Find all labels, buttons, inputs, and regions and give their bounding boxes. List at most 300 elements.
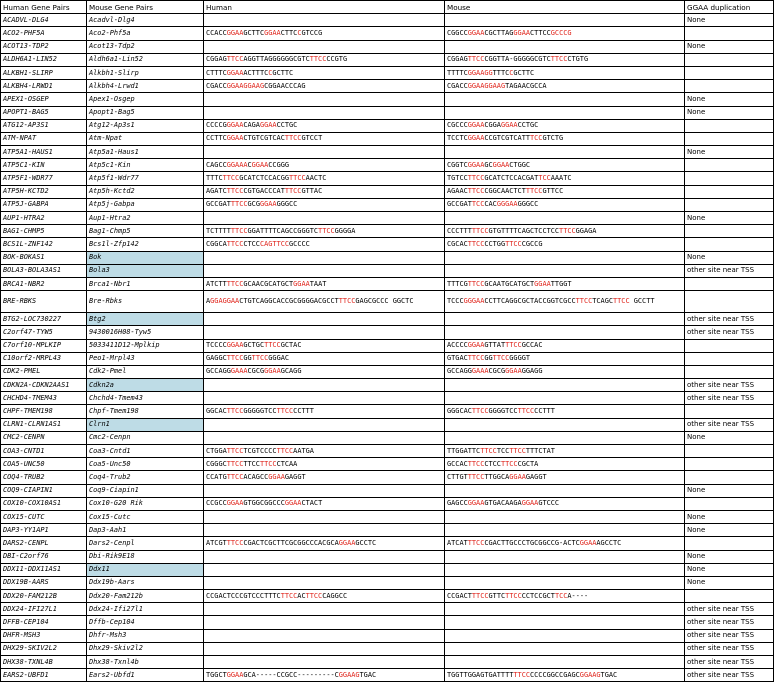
table-row bbox=[1, 629, 774, 642]
human-sequence-cell bbox=[204, 93, 445, 106]
human-gene-pair-cell: DDX19B-AARS bbox=[1, 576, 87, 589]
motif-highlight: GGAA bbox=[467, 121, 485, 130]
mouse-sequence-cell bbox=[445, 212, 685, 225]
mouse-gene-pair-cell: Aldh6a1-Lin52 bbox=[87, 53, 204, 66]
human-sequence-cell: GGCACTTCCGGGGGTCCTTCCCCTTT bbox=[204, 405, 445, 418]
mouse-sequence-cell bbox=[445, 146, 685, 159]
motif-highlight: GGAA bbox=[226, 134, 244, 143]
human-gene-pair-cell: BAG1-CHMP5 bbox=[1, 225, 87, 238]
mouse-sequence-cell: GCCGATTCCCACGGGAAGGGCC bbox=[445, 198, 685, 211]
mouse-sequence-cell bbox=[445, 510, 685, 523]
motif-highlight: GGAA bbox=[513, 28, 531, 37]
mouse-sequence-cell bbox=[445, 431, 685, 444]
motif-highlight: TTCC bbox=[467, 187, 485, 196]
mouse-gene-pair-cell: Ddx19b-Aars bbox=[87, 576, 204, 589]
human-gene-pair-cell: BOK-BOKAS1 bbox=[1, 251, 87, 264]
mouse-sequence-cell: GCCACTTCCCTCCTTCCCGCTA bbox=[445, 458, 685, 471]
human-gene-pair-cell: DFFB-CEP104 bbox=[1, 616, 87, 629]
human-gene-pair-cell: CHPF-TMEM198 bbox=[1, 405, 87, 418]
mouse-sequence-cell: ATCATTTCCCGACTTGCCCTGCGGCCG-ACTCGGAAAGCCTC bbox=[445, 537, 685, 550]
mouse-sequence-cell: CGCACTTCCCCTGGTTCCCGCCG bbox=[445, 238, 685, 251]
human-sequence-cell: GAGGCTTCCGGTTCCGGGAC bbox=[204, 352, 445, 365]
motif-highlight: TTCC bbox=[467, 55, 485, 64]
table-row bbox=[1, 326, 774, 339]
human-gene-pair-cell: APEX1-OSGEP bbox=[1, 93, 87, 106]
motif-highlight: TTCC bbox=[467, 239, 485, 248]
mouse-gene-pair-cell: Bag1-Chmp5 bbox=[87, 225, 204, 238]
mouse-sequence-cell: CGGAGTTCCCGGTTA-GGGGGCGTCTTCCCTGTG bbox=[445, 53, 685, 66]
ggaa-duplication-cell bbox=[685, 405, 774, 418]
table-row bbox=[1, 93, 774, 106]
mouse-sequence-cell bbox=[445, 418, 685, 431]
mouse-gene-pair-cell: 5033411D12-Mplkip bbox=[87, 339, 204, 352]
motif-highlight: GGAA bbox=[467, 341, 485, 350]
mouse-sequence-cell: AGAACTTCCCGGCAACTCTTTCCGTTCC bbox=[445, 185, 685, 198]
mouse-sequence-cell bbox=[445, 106, 685, 119]
motif-highlight: GGAA bbox=[226, 121, 244, 130]
mouse-gene-pair-cell: Atp5c1-Kin bbox=[87, 159, 204, 172]
human-sequence-cell bbox=[204, 656, 445, 669]
motif-highlight: TTCC bbox=[222, 174, 240, 183]
motif-highlight: GGAA bbox=[226, 28, 244, 37]
ggaa-duplication-cell bbox=[685, 185, 774, 198]
motif-highlight: GGGAA bbox=[496, 200, 518, 209]
human-gene-pair-cell: BRE-RBKS bbox=[1, 291, 87, 313]
table-row bbox=[1, 405, 774, 418]
mouse-sequence-cell: CCCTTTTTCCGTGTTTTCAGCTCCTCCTTCCGGAGA bbox=[445, 225, 685, 238]
motif-highlight: TCC bbox=[538, 174, 551, 183]
mouse-gene-pair-cell: Coq4-Trub2 bbox=[87, 471, 204, 484]
human-sequence-cell bbox=[204, 326, 445, 339]
ggaa-duplication-cell bbox=[685, 238, 774, 251]
mouse-sequence-cell bbox=[445, 392, 685, 405]
motif-highlight: TTCC bbox=[226, 538, 244, 547]
table-row bbox=[1, 431, 774, 444]
ggaa-duplication-cell bbox=[685, 458, 774, 471]
mouse-gene-pair-cell: Atp5a1-Haus1 bbox=[87, 146, 204, 159]
human-sequence-cell bbox=[204, 616, 445, 629]
table-row bbox=[1, 510, 774, 523]
motif-highlight: TTCC bbox=[284, 187, 302, 196]
motif-highlight: TTCC bbox=[305, 591, 323, 600]
motif-highlight: TTCC bbox=[226, 55, 244, 64]
mouse-sequence-cell: TGTCCTTCCGCATCTCCACGATTCCAAATC bbox=[445, 172, 685, 185]
human-sequence-cell bbox=[204, 251, 445, 264]
table-row bbox=[1, 225, 774, 238]
header-mouse-gene-pairs: Mouse Gene Pairs bbox=[87, 1, 204, 14]
table-row bbox=[1, 238, 774, 251]
table-row bbox=[1, 445, 774, 458]
mouse-sequence-cell bbox=[445, 563, 685, 576]
mouse-gene-pair-cell: Coa3-Cntd1 bbox=[87, 445, 204, 458]
mouse-sequence-cell bbox=[445, 93, 685, 106]
mouse-sequence-cell: GGGCACTTCCGGGGTCCTTCCCCTTT bbox=[445, 405, 685, 418]
motif-highlight: TTCC bbox=[467, 354, 485, 363]
mouse-sequence-cell: TCCCGGGAACCTTCAGGCGCTACCGGTCGCCTTCCTCAGCTTCC GCCTT bbox=[445, 291, 685, 313]
human-sequence-cell: CCATGTTCCACAGCCGGAAGAGGT bbox=[204, 471, 445, 484]
ggaa-duplication-cell bbox=[685, 445, 774, 458]
human-gene-pair-cell: C7orf10-MPLKIP bbox=[1, 339, 87, 352]
mouse-gene-pair-cell: Ears2-Ubfd1 bbox=[87, 669, 204, 682]
human-gene-pair-cell: ACO2-PHF5A bbox=[1, 27, 87, 40]
mouse-gene-pair-cell: Ddx20-Fam212b bbox=[87, 590, 204, 603]
human-gene-pair-cell: DHX29-SKIV2L2 bbox=[1, 642, 87, 655]
motif-highlight: TTCC bbox=[280, 591, 298, 600]
motif-highlight: GGAAG bbox=[338, 670, 360, 679]
mouse-gene-pair-cell: Ddx24-Ifi27l1 bbox=[87, 603, 204, 616]
human-gene-pair-cell: COQ9-CIAPIN1 bbox=[1, 484, 87, 497]
mouse-sequence-cell: CGGCCGGAACGCTTAGGGAACTTCCGCCCG bbox=[445, 27, 685, 40]
human-sequence-cell: CGACCGGAAGGAAGCGGAACCCAG bbox=[204, 80, 445, 93]
ggaa-duplication-cell bbox=[685, 365, 774, 378]
mouse-gene-pair-cell: Dhfr-Msh3 bbox=[87, 629, 204, 642]
mouse-sequence-cell: GAGCCGGAAGTGACAAGAGGAAGTCCC bbox=[445, 497, 685, 510]
motif-highlight: GGAA bbox=[338, 538, 356, 547]
motif-highlight: TCC bbox=[530, 134, 543, 143]
motif-highlight: TTCC bbox=[289, 174, 306, 183]
human-gene-pair-cell: BRCA1-NBR2 bbox=[1, 277, 87, 290]
mouse-sequence-cell: CGCCCGGAACGGAGGAACCTGC bbox=[445, 119, 685, 132]
ggaa-duplication-cell: other site near TSS bbox=[685, 629, 774, 642]
motif-highlight: TTCC bbox=[525, 187, 543, 196]
human-sequence-cell bbox=[204, 14, 445, 27]
table-row bbox=[1, 497, 774, 510]
ggaa-duplication-cell bbox=[685, 66, 774, 79]
mouse-sequence-cell bbox=[445, 629, 685, 642]
ggaa-duplication-cell: None bbox=[685, 40, 774, 53]
mouse-sequence-cell bbox=[445, 264, 685, 277]
motif-highlight: TTCC bbox=[226, 354, 244, 363]
ggaa-duplication-cell bbox=[685, 590, 774, 603]
table-row bbox=[1, 14, 774, 27]
mouse-sequence-cell: CTTGTTTCCTTGGCAGGAAGAGGT bbox=[445, 471, 685, 484]
motif-highlight: GGAA bbox=[467, 134, 485, 143]
motif-highlight: GGAA bbox=[534, 279, 551, 288]
motif-highlight: GCCCG bbox=[550, 28, 572, 37]
motif-highlight: TTCC bbox=[471, 591, 489, 600]
motif-highlight: TTCC bbox=[500, 459, 518, 468]
mouse-gene-pair-cell: Cmc2-Cenpn bbox=[87, 431, 204, 444]
table-row bbox=[1, 106, 774, 119]
human-sequence-cell bbox=[204, 431, 445, 444]
ggaa-duplication-cell bbox=[685, 132, 774, 145]
motif-highlight: GGAAGG bbox=[467, 68, 493, 77]
motif-highlight: TTCC bbox=[613, 296, 630, 305]
motif-highlight: TTCC bbox=[338, 296, 356, 305]
motif-highlight: GGAA bbox=[521, 499, 539, 508]
human-sequence-cell bbox=[204, 418, 445, 431]
motif-highlight: TTCC bbox=[550, 55, 568, 64]
table-row bbox=[1, 339, 774, 352]
ggaa-duplication-cell: other site near TSS bbox=[685, 669, 774, 682]
ggaa-duplication-cell bbox=[685, 225, 774, 238]
mouse-sequence-cell: GCCAGGGAAACGCGGGAAGGAGG bbox=[445, 365, 685, 378]
ggaa-duplication-cell: None bbox=[685, 484, 774, 497]
human-gene-pair-cell: COQ4-TRUB2 bbox=[1, 471, 87, 484]
human-sequence-cell: CCGCCGGAAGTGGCGGCCCGGAACTACT bbox=[204, 497, 445, 510]
human-gene-pair-cell: ALKBH1-SLIRP bbox=[1, 66, 87, 79]
mouse-sequence-cell bbox=[445, 550, 685, 563]
mouse-gene-pair-cell: Bre-Rbks bbox=[87, 291, 204, 313]
ggaa-duplication-cell: None bbox=[685, 251, 774, 264]
mouse-gene-pair-cell: Dhx38-Txnl4b bbox=[87, 656, 204, 669]
table-row bbox=[1, 550, 774, 563]
mouse-gene-pair-cell: Apopt1-Bag5 bbox=[87, 106, 204, 119]
table-row bbox=[1, 313, 774, 326]
ggaa-duplication-cell bbox=[685, 80, 774, 93]
table-row bbox=[1, 172, 774, 185]
motif-highlight: GAAA bbox=[471, 367, 489, 376]
motif-highlight: TTCC bbox=[309, 55, 327, 64]
human-sequence-cell: GCCAGGGAAACGCGGGAAGCAGG bbox=[204, 365, 445, 378]
motif-highlight: GGAAA bbox=[226, 160, 248, 169]
ggaa-duplication-cell bbox=[685, 27, 774, 40]
mouse-sequence-cell: GTGACTTCCGGTTCCGGGGT bbox=[445, 352, 685, 365]
human-gene-pair-cell: ALDH6A1-LIN52 bbox=[1, 53, 87, 66]
ggaa-duplication-cell: other site near TSS bbox=[685, 264, 774, 277]
mouse-gene-pair-cell: Btg2 bbox=[87, 313, 204, 326]
table-row bbox=[1, 458, 774, 471]
motif-highlight: C bbox=[509, 68, 514, 77]
human-gene-pair-cell: BCS1L-ZNF142 bbox=[1, 238, 87, 251]
mouse-gene-pair-cell: Alkbh4-Lrwd1 bbox=[87, 80, 204, 93]
mouse-sequence-cell: TGGTTGGAGTGATTTTTTCCCCCCGGCCGAGCGGAAGTGAC bbox=[445, 669, 685, 682]
ggaa-duplication-cell: None bbox=[685, 146, 774, 159]
motif-highlight: TTCC bbox=[480, 446, 497, 455]
mouse-sequence-cell bbox=[445, 616, 685, 629]
human-gene-pair-cell: DHX38-TXNL4B bbox=[1, 656, 87, 669]
ggaa-duplication-cell: other site near TSS bbox=[685, 616, 774, 629]
human-sequence-cell: AGATCTTCCCGTGACCCATTTCCGTTAC bbox=[204, 185, 445, 198]
ggaa-duplication-cell: None bbox=[685, 510, 774, 523]
motif-highlight: TCC bbox=[554, 591, 568, 600]
table-row bbox=[1, 40, 774, 53]
table-row bbox=[1, 27, 774, 40]
motif-highlight: GGAA bbox=[467, 28, 485, 37]
human-gene-pair-cell: ATP5J-GABPA bbox=[1, 198, 87, 211]
human-sequence-cell: AGGAGGAACTGTCAGGCACCGCGGGGACGCCTTTCCGAGCGCCC GGCTC bbox=[204, 291, 445, 313]
table-row bbox=[1, 669, 774, 682]
mouse-sequence-cell bbox=[445, 484, 685, 497]
mouse-gene-pair-cell: Acot13-Tdp2 bbox=[87, 40, 204, 53]
ggaa-duplication-cell bbox=[685, 471, 774, 484]
mouse-gene-pair-cell: Chchd4-Tmem43 bbox=[87, 392, 204, 405]
mouse-gene-pair-cell: Bola3 bbox=[87, 264, 204, 277]
motif-highlight: GGAA bbox=[492, 160, 510, 169]
human-sequence-cell bbox=[204, 40, 445, 53]
mouse-gene-pair-cell: Dars2-Cenpl bbox=[87, 537, 204, 550]
motif-highlight: TTCC bbox=[505, 341, 522, 350]
human-sequence-cell: TCTTTTTTCCGGATTTTCAGCCGGGTCTTCCGGGGA bbox=[204, 225, 445, 238]
human-sequence-cell bbox=[204, 264, 445, 277]
mouse-gene-pair-cell: Ddx11 bbox=[87, 563, 204, 576]
human-sequence-cell: GCCGATTTCCGCGGGAAGGGCC bbox=[204, 198, 445, 211]
human-gene-pair-cell: ATP5A1-HAUS1 bbox=[1, 146, 87, 159]
mouse-gene-pair-cell: Chpf-Tmem198 bbox=[87, 405, 204, 418]
ggaa-duplication-cell bbox=[685, 277, 774, 290]
mouse-gene-pair-cell: Cdkn2a bbox=[87, 379, 204, 392]
human-gene-pair-cell: ACOT13-TDP2 bbox=[1, 40, 87, 53]
motif-highlight: CAGTTCC bbox=[259, 239, 290, 248]
human-gene-pair-cell: CLRN1-CLRN1AS1 bbox=[1, 418, 87, 431]
motif-highlight: GGAAGGAAG bbox=[467, 81, 506, 90]
motif-highlight: GGAA bbox=[251, 160, 269, 169]
ggaa-duplication-cell bbox=[685, 537, 774, 550]
table-row bbox=[1, 616, 774, 629]
mouse-gene-pair-cell: Aup1-Htra2 bbox=[87, 212, 204, 225]
motif-highlight: TTCC bbox=[559, 226, 576, 235]
human-gene-pair-cell: C2orf47-TYW5 bbox=[1, 326, 87, 339]
mouse-sequence-cell: TCCTCGGAACCGTCGTCATTTCCGTCTG bbox=[445, 132, 685, 145]
motif-highlight: GGAA bbox=[264, 28, 281, 37]
human-sequence-cell bbox=[204, 550, 445, 563]
human-sequence-cell bbox=[204, 106, 445, 119]
ggaa-duplication-cell: None bbox=[685, 14, 774, 27]
table-row bbox=[1, 352, 774, 365]
table-row bbox=[1, 251, 774, 264]
table-row bbox=[1, 642, 774, 655]
mouse-gene-pair-cell: Atg12-Ap3s1 bbox=[87, 119, 204, 132]
motif-highlight: TTCC bbox=[509, 446, 526, 455]
human-gene-pair-cell: APOPT1-BAG5 bbox=[1, 106, 87, 119]
ggaa-duplication-cell: other site near TSS bbox=[685, 326, 774, 339]
human-gene-pair-cell: COA3-CNTD1 bbox=[1, 445, 87, 458]
mouse-sequence-cell: CGGTCGGAAGCGGAACTGGC bbox=[445, 159, 685, 172]
table-row bbox=[1, 537, 774, 550]
motif-highlight: TTCC bbox=[251, 354, 269, 363]
ggaa-duplication-cell: None bbox=[685, 431, 774, 444]
human-sequence-cell: TTTCTTCCGCATCTCCACGGTTCCAACTC bbox=[204, 172, 445, 185]
human-sequence-cell bbox=[204, 379, 445, 392]
motif-highlight: GGAAGGAAG bbox=[226, 81, 265, 90]
mouse-sequence-cell: CGACCGGAAGGAAGTAGAACGCCA bbox=[445, 80, 685, 93]
motif-highlight: GGAA bbox=[467, 499, 485, 508]
human-sequence-cell bbox=[204, 212, 445, 225]
human-sequence-cell bbox=[204, 576, 445, 589]
human-sequence-cell bbox=[204, 392, 445, 405]
motif-highlight: TTCC bbox=[467, 174, 485, 183]
ggaa-duplication-cell: None bbox=[685, 93, 774, 106]
motif-highlight: GGAA bbox=[226, 341, 244, 350]
motif-highlight: GGAA bbox=[268, 472, 285, 481]
table-row bbox=[1, 132, 774, 145]
ggaa-duplication-cell bbox=[685, 172, 774, 185]
mouse-sequence-cell bbox=[445, 379, 685, 392]
ggaa-duplication-cell: None bbox=[685, 563, 774, 576]
table-row bbox=[1, 119, 774, 132]
ggaa-duplication-cell: other site near TSS bbox=[685, 379, 774, 392]
human-gene-pair-cell: CMC2-CENPN bbox=[1, 431, 87, 444]
motif-highlight: TTCC bbox=[226, 279, 244, 288]
human-sequence-cell: CCGACTCCCGTCCCTTTCTTCCACTTCCCAGGCC bbox=[204, 590, 445, 603]
human-gene-pair-cell: CDKN2A-CDKN2AAS1 bbox=[1, 379, 87, 392]
human-sequence-cell bbox=[204, 146, 445, 159]
human-gene-pair-cell: BOLA3-BOLA3AS1 bbox=[1, 264, 87, 277]
motif-highlight: TTCC bbox=[505, 591, 522, 600]
human-sequence-cell: CGGGCTTCCTTCCTTCCCTCAA bbox=[204, 458, 445, 471]
table-row bbox=[1, 471, 774, 484]
motif-highlight: TTCC bbox=[226, 239, 244, 248]
mouse-sequence-cell: TTTCGTTCCGCAATGCATGCTGGAATTGGT bbox=[445, 277, 685, 290]
human-gene-pair-cell: CDK2-PMEL bbox=[1, 365, 87, 378]
mouse-gene-pair-cell: Dap3-Aah1 bbox=[87, 524, 204, 537]
motif-highlight: TTCC bbox=[259, 459, 277, 468]
mouse-gene-pair-cell: Dbi-Rik9E18 bbox=[87, 550, 204, 563]
mouse-gene-pair-cell: Alkbh1-Slirp bbox=[87, 66, 204, 79]
motif-highlight: GGAA bbox=[226, 68, 244, 77]
human-gene-pair-cell: ATP5H-KCTD2 bbox=[1, 185, 87, 198]
motif-highlight: GGAA bbox=[264, 367, 281, 376]
ggaa-duplication-cell: None bbox=[685, 524, 774, 537]
table-row bbox=[1, 198, 774, 211]
motif-highlight: TTCC bbox=[226, 459, 244, 468]
table-row bbox=[1, 291, 774, 313]
human-sequence-cell bbox=[204, 629, 445, 642]
motif-highlight: TTCC bbox=[226, 472, 244, 481]
motif-highlight: TTCC bbox=[226, 446, 244, 455]
mouse-gene-pair-cell: Cox15-Cutc bbox=[87, 510, 204, 523]
human-sequence-cell: CCTTCGGAACTGTCGTCACTTCCGTCCT bbox=[204, 132, 445, 145]
motif-highlight: GGAA bbox=[284, 499, 302, 508]
motif-highlight: GGAA bbox=[293, 279, 310, 288]
motif-highlight: TTCC bbox=[505, 239, 522, 248]
table-row bbox=[1, 590, 774, 603]
motif-highlight: GGAA bbox=[509, 472, 526, 481]
human-sequence-cell: TCCCCGGAAGCTGCTTCCGCTAC bbox=[204, 339, 445, 352]
mouse-gene-pair-cell: Acadvl-Dlg4 bbox=[87, 14, 204, 27]
mouse-gene-pair-cell: Cdk2-Pmel bbox=[87, 365, 204, 378]
motif-highlight: TTCC bbox=[230, 200, 248, 209]
motif-highlight: TTCC bbox=[276, 407, 294, 416]
mouse-gene-pair-cell: Atm-Npat bbox=[87, 132, 204, 145]
ggaa-duplication-cell bbox=[685, 497, 774, 510]
human-gene-pair-cell: ALKBH4-LRWD1 bbox=[1, 80, 87, 93]
mouse-gene-pair-cell: Atp5j-Gabpa bbox=[87, 198, 204, 211]
motif-highlight: GGAA bbox=[259, 200, 277, 209]
motif-highlight: TTCC bbox=[467, 459, 485, 468]
ggaa-duplication-cell: other site near TSS bbox=[685, 603, 774, 616]
human-gene-pair-cell: C10orf2-MRPL43 bbox=[1, 352, 87, 365]
motif-highlight: TTCC bbox=[513, 670, 530, 679]
motif-highlight: TTCC bbox=[467, 279, 485, 288]
table-row bbox=[1, 484, 774, 497]
human-sequence-cell: TGGCTGGAAGCA-----CCGCC---------CGGAAGTGAC bbox=[204, 669, 445, 682]
mouse-gene-pair-cell: Dffb-Cep104 bbox=[87, 616, 204, 629]
header-human-sequence: Human bbox=[204, 1, 445, 14]
motif-highlight: GGAA bbox=[579, 538, 597, 547]
human-sequence-cell: CAGCCGGAAACGGAACCGGG bbox=[204, 159, 445, 172]
motif-highlight: TTCC bbox=[264, 341, 281, 350]
motif-highlight: TTCC bbox=[318, 226, 335, 235]
table-row bbox=[1, 264, 774, 277]
ggaa-duplication-cell bbox=[685, 352, 774, 365]
ggaa-duplication-cell bbox=[685, 198, 774, 211]
motif-highlight: TTCC bbox=[226, 407, 244, 416]
mouse-gene-pair-cell: Bcs1l-Zfp142 bbox=[87, 238, 204, 251]
table-row bbox=[1, 212, 774, 225]
table-row bbox=[1, 576, 774, 589]
human-gene-pair-cell: DARS2-CENPL bbox=[1, 537, 87, 550]
human-gene-pair-cell: EARS2-UBFD1 bbox=[1, 669, 87, 682]
human-sequence-cell bbox=[204, 510, 445, 523]
ggaa-duplication-cell: None bbox=[685, 212, 774, 225]
table-row bbox=[1, 159, 774, 172]
motif-highlight: GGAA bbox=[259, 121, 277, 130]
human-sequence-cell: CGGCATTCCCTCCCAGTTCCGCCCC bbox=[204, 238, 445, 251]
human-gene-pair-cell: ATG12-AP3S1 bbox=[1, 119, 87, 132]
human-sequence-cell: CTTTCGGAAACTTTCCGCTTC bbox=[204, 66, 445, 79]
human-gene-pair-cell: DBI-C2orf76 bbox=[1, 550, 87, 563]
